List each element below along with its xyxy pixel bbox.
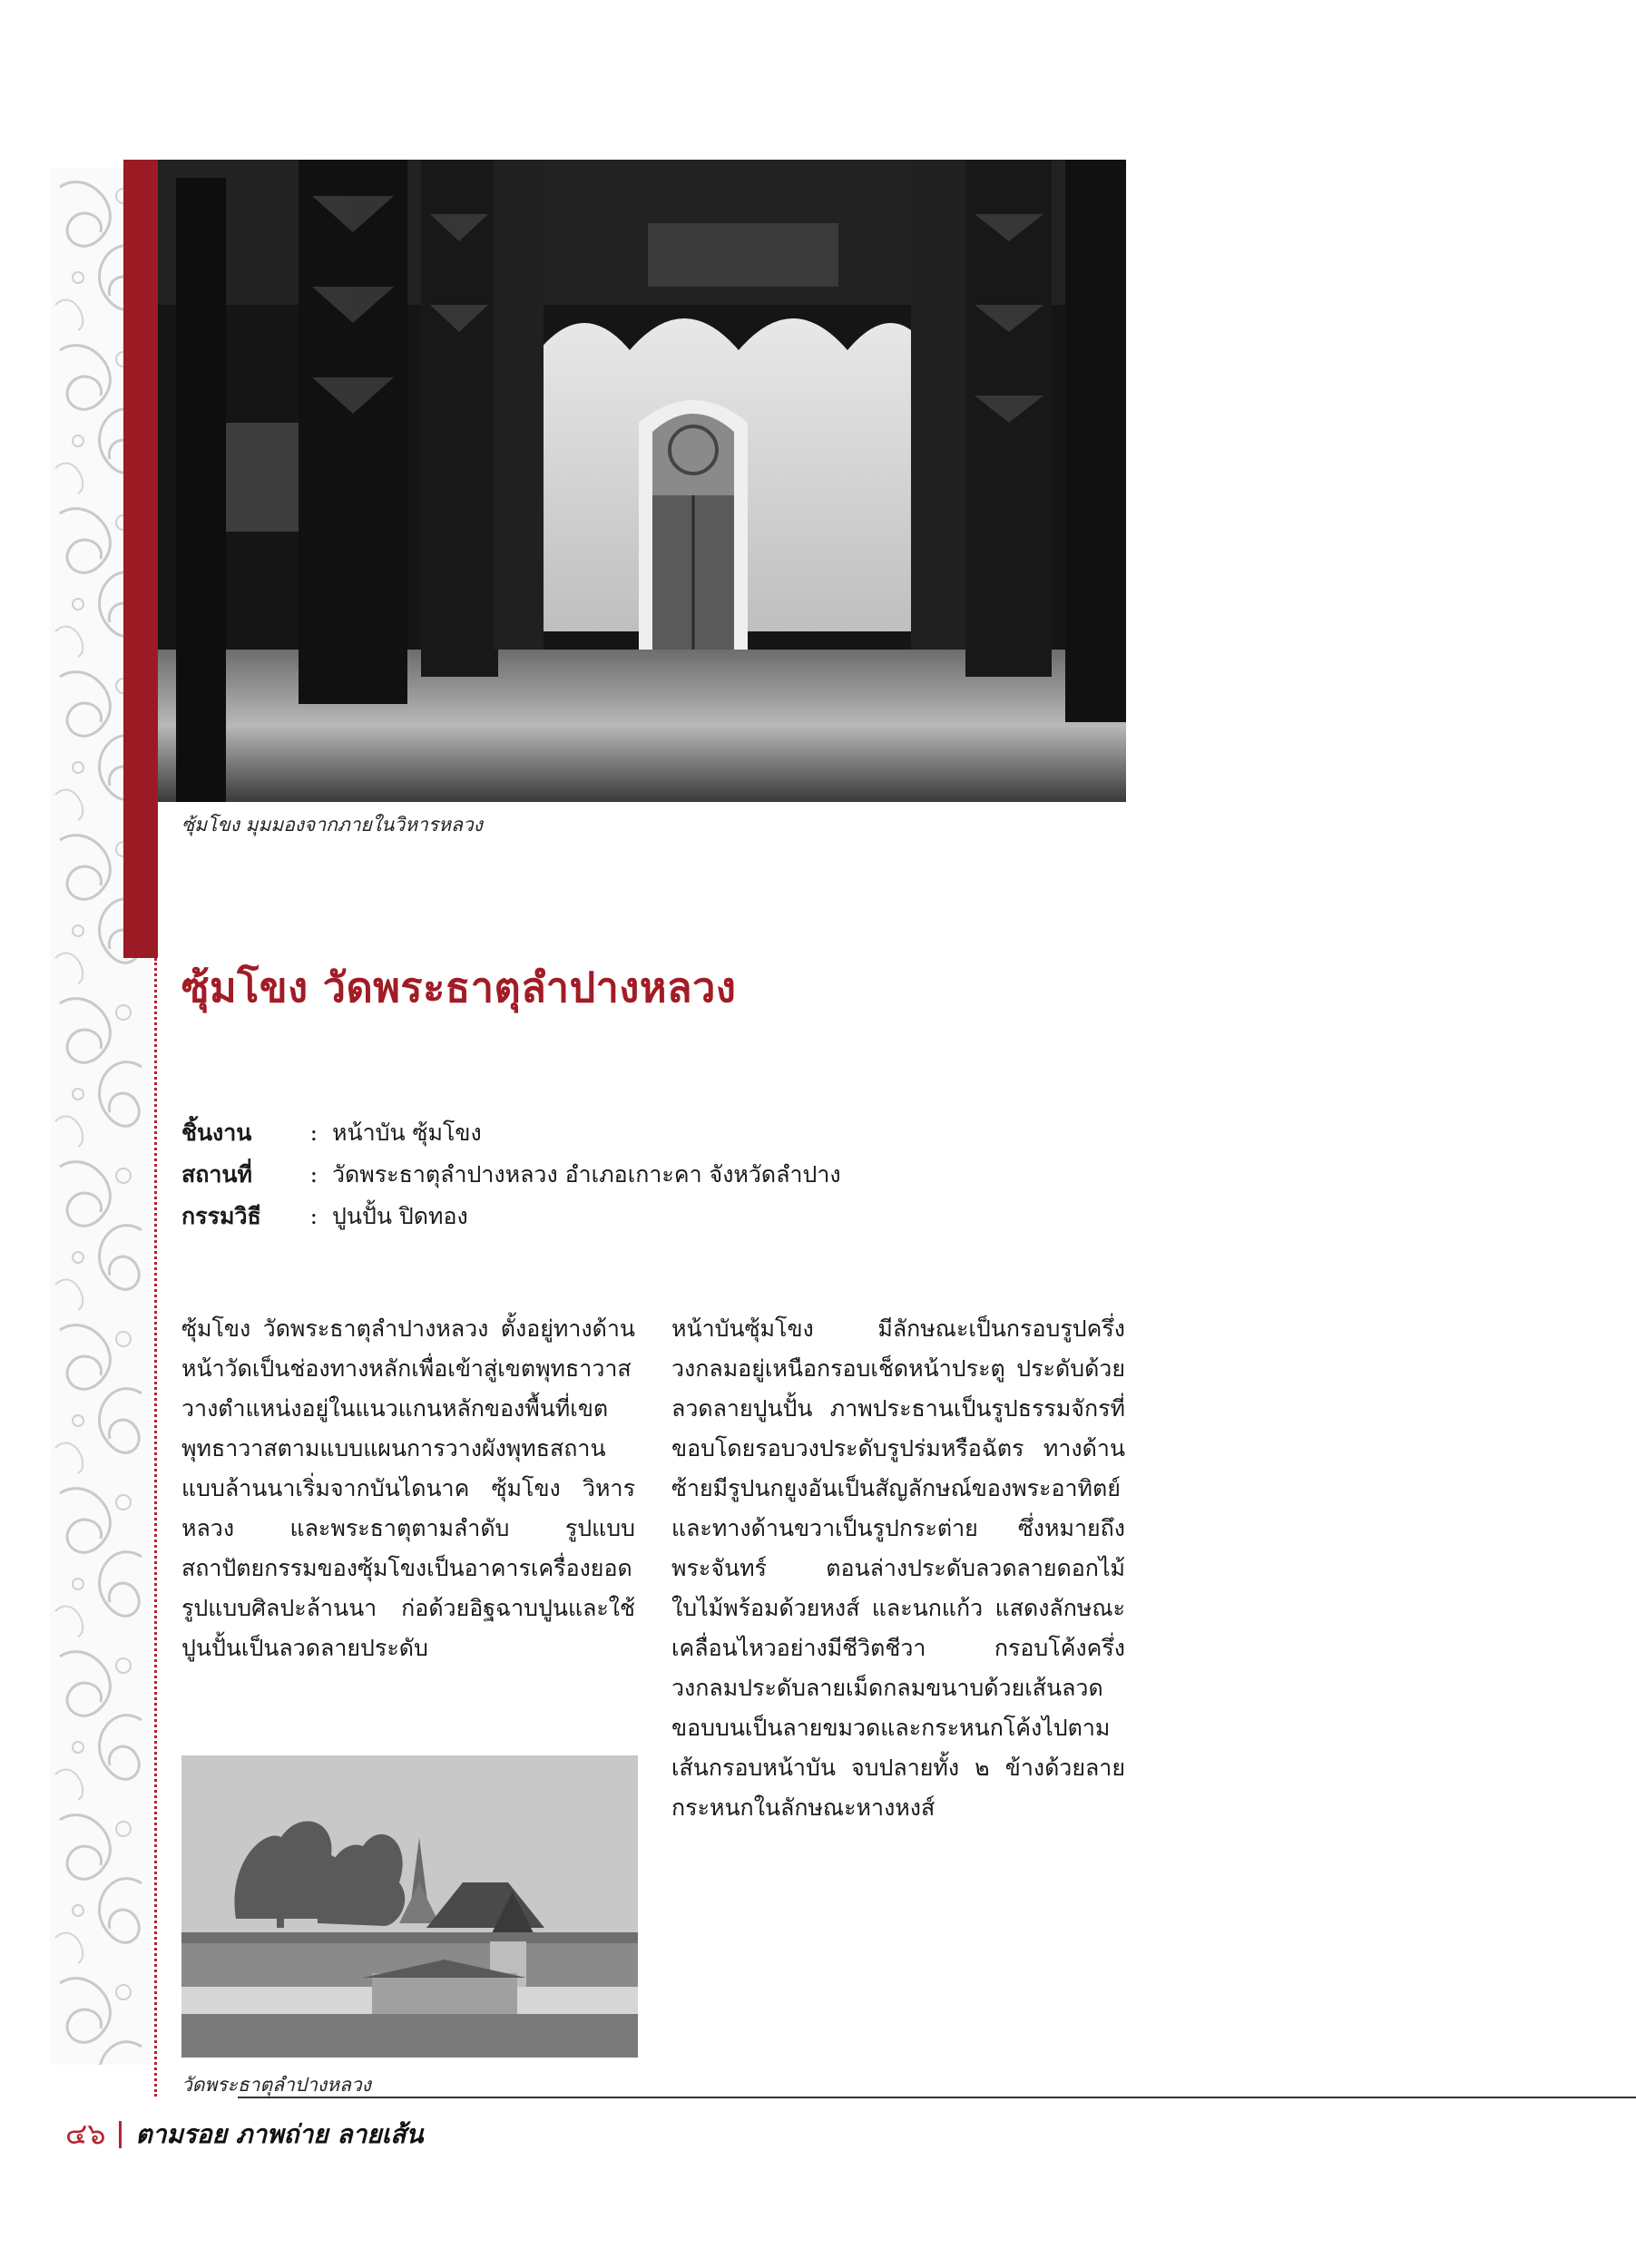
- body-paragraph: หน้าบันซุ้มโขง มีลักษณะเป็นกรอบรูปครึ่งวงกลมอยู่เหนือกรอบเช็ดหน้าประตู ประดับด้วยลวดลายปูนปั้น ภาพประธานเป็นรูปธรรมจักรที่ขอบโดยรอบวงประดับรูปร่มหรือฉัตร ทางด้านซ้ายมีรูปนกยูงอันเป็นสัญลักษณ์ของพระอาทิตย์ และทางด้านขวาเป็นรูปกระต่าย ซึ่งหมายถึงพระจันทร์ ตอนล่างประดับลวดลายดอกไม้ ใบไม้พร้อมด้วยหงส์ และนกแก้ว แสดงลักษณะเคลื่อนไหวอย่างมีชีวิตชีวา กรอบโค้งครึ่งวงกลมประดับลายเม็ดกลมขนาบด้วยเส้นลวด ขอบบนเป็นลายขมวดและกระหนกโค้งไปตามเส้นกรอบหน้าบัน จบปลายทั้ง ๒ ข้างด้วยลายกระหนกในลักษณะหางหงส์: [671, 1315, 1125, 1821]
- meta-value: ปูนปั้น ปิดทอง: [332, 1203, 468, 1229]
- publication-title: ตามรอย ภาพถ่าย ลายเส้น: [135, 2118, 424, 2149]
- meta-label: สถานที่ :: [181, 1161, 318, 1188]
- article-title: ซุ้มโขง วัดพระธาตุลำปางหลวง: [181, 963, 737, 1012]
- body-text-right-column: [671, 1309, 1125, 1828]
- page-footer: [65, 2111, 423, 2157]
- meta-row-work: [181, 1112, 841, 1154]
- page-number: ๔๖: [65, 2116, 106, 2151]
- artwork-metadata: [181, 1112, 841, 1237]
- meta-row-location: [181, 1154, 841, 1196]
- dotted-divider: [154, 958, 157, 2097]
- small-photo-temple-exterior: [181, 1755, 638, 2058]
- footer-separator: [119, 2121, 122, 2148]
- meta-value: หน้าบัน ซุ้มโขง: [332, 1119, 482, 1146]
- accent-red-bar: [123, 160, 158, 958]
- body-paragraph: ซุ้มโขง วัดพระธาตุลำปางหลวง ตั้งอยู่ทางด้านหน้าวัดเป็นช่องทางหลักเพื่อเข้าสู่เขตพุทธาวาส วางตำแหน่งอยู่ในแนวแกนหลักของพื้นที่เขตพุทธาวาสตามแบบแผนการวางผังพุทธสถานแบบล้านนาเริ่มจากบันไดนาค ซุ้มโขง วิหารหลวง และพระธาตุตามลำดับ รูปแบบสถาปัตยกรรมของซุ้มโขงเป็นอาคารเครื่องยอดรูปแบบศิลปะล้านนา ก่อด้วยอิฐฉาบปูนและใช้ปูนปั้นเป็นลวดลายประดับ: [181, 1315, 635, 1661]
- footer-rule: [238, 2097, 1636, 2098]
- meta-value: วัดพระธาตุลำปางหลวง อำเภอเกาะคา จังหวัดลำปาง: [332, 1161, 841, 1188]
- main-photo-temple-gate: [158, 160, 1126, 802]
- main-photo-caption: ซุ้มโขง มุมมองจากภายในวิหารหลวง: [181, 814, 483, 836]
- meta-label: กรรมวิธี :: [181, 1203, 318, 1229]
- meta-label: ชิ้นงาน :: [181, 1119, 318, 1146]
- body-text-left-column: [181, 1309, 635, 1668]
- small-photo-caption: วัดพระธาตุลำปางหลวง: [181, 2074, 371, 2096]
- meta-row-technique: [181, 1196, 841, 1237]
